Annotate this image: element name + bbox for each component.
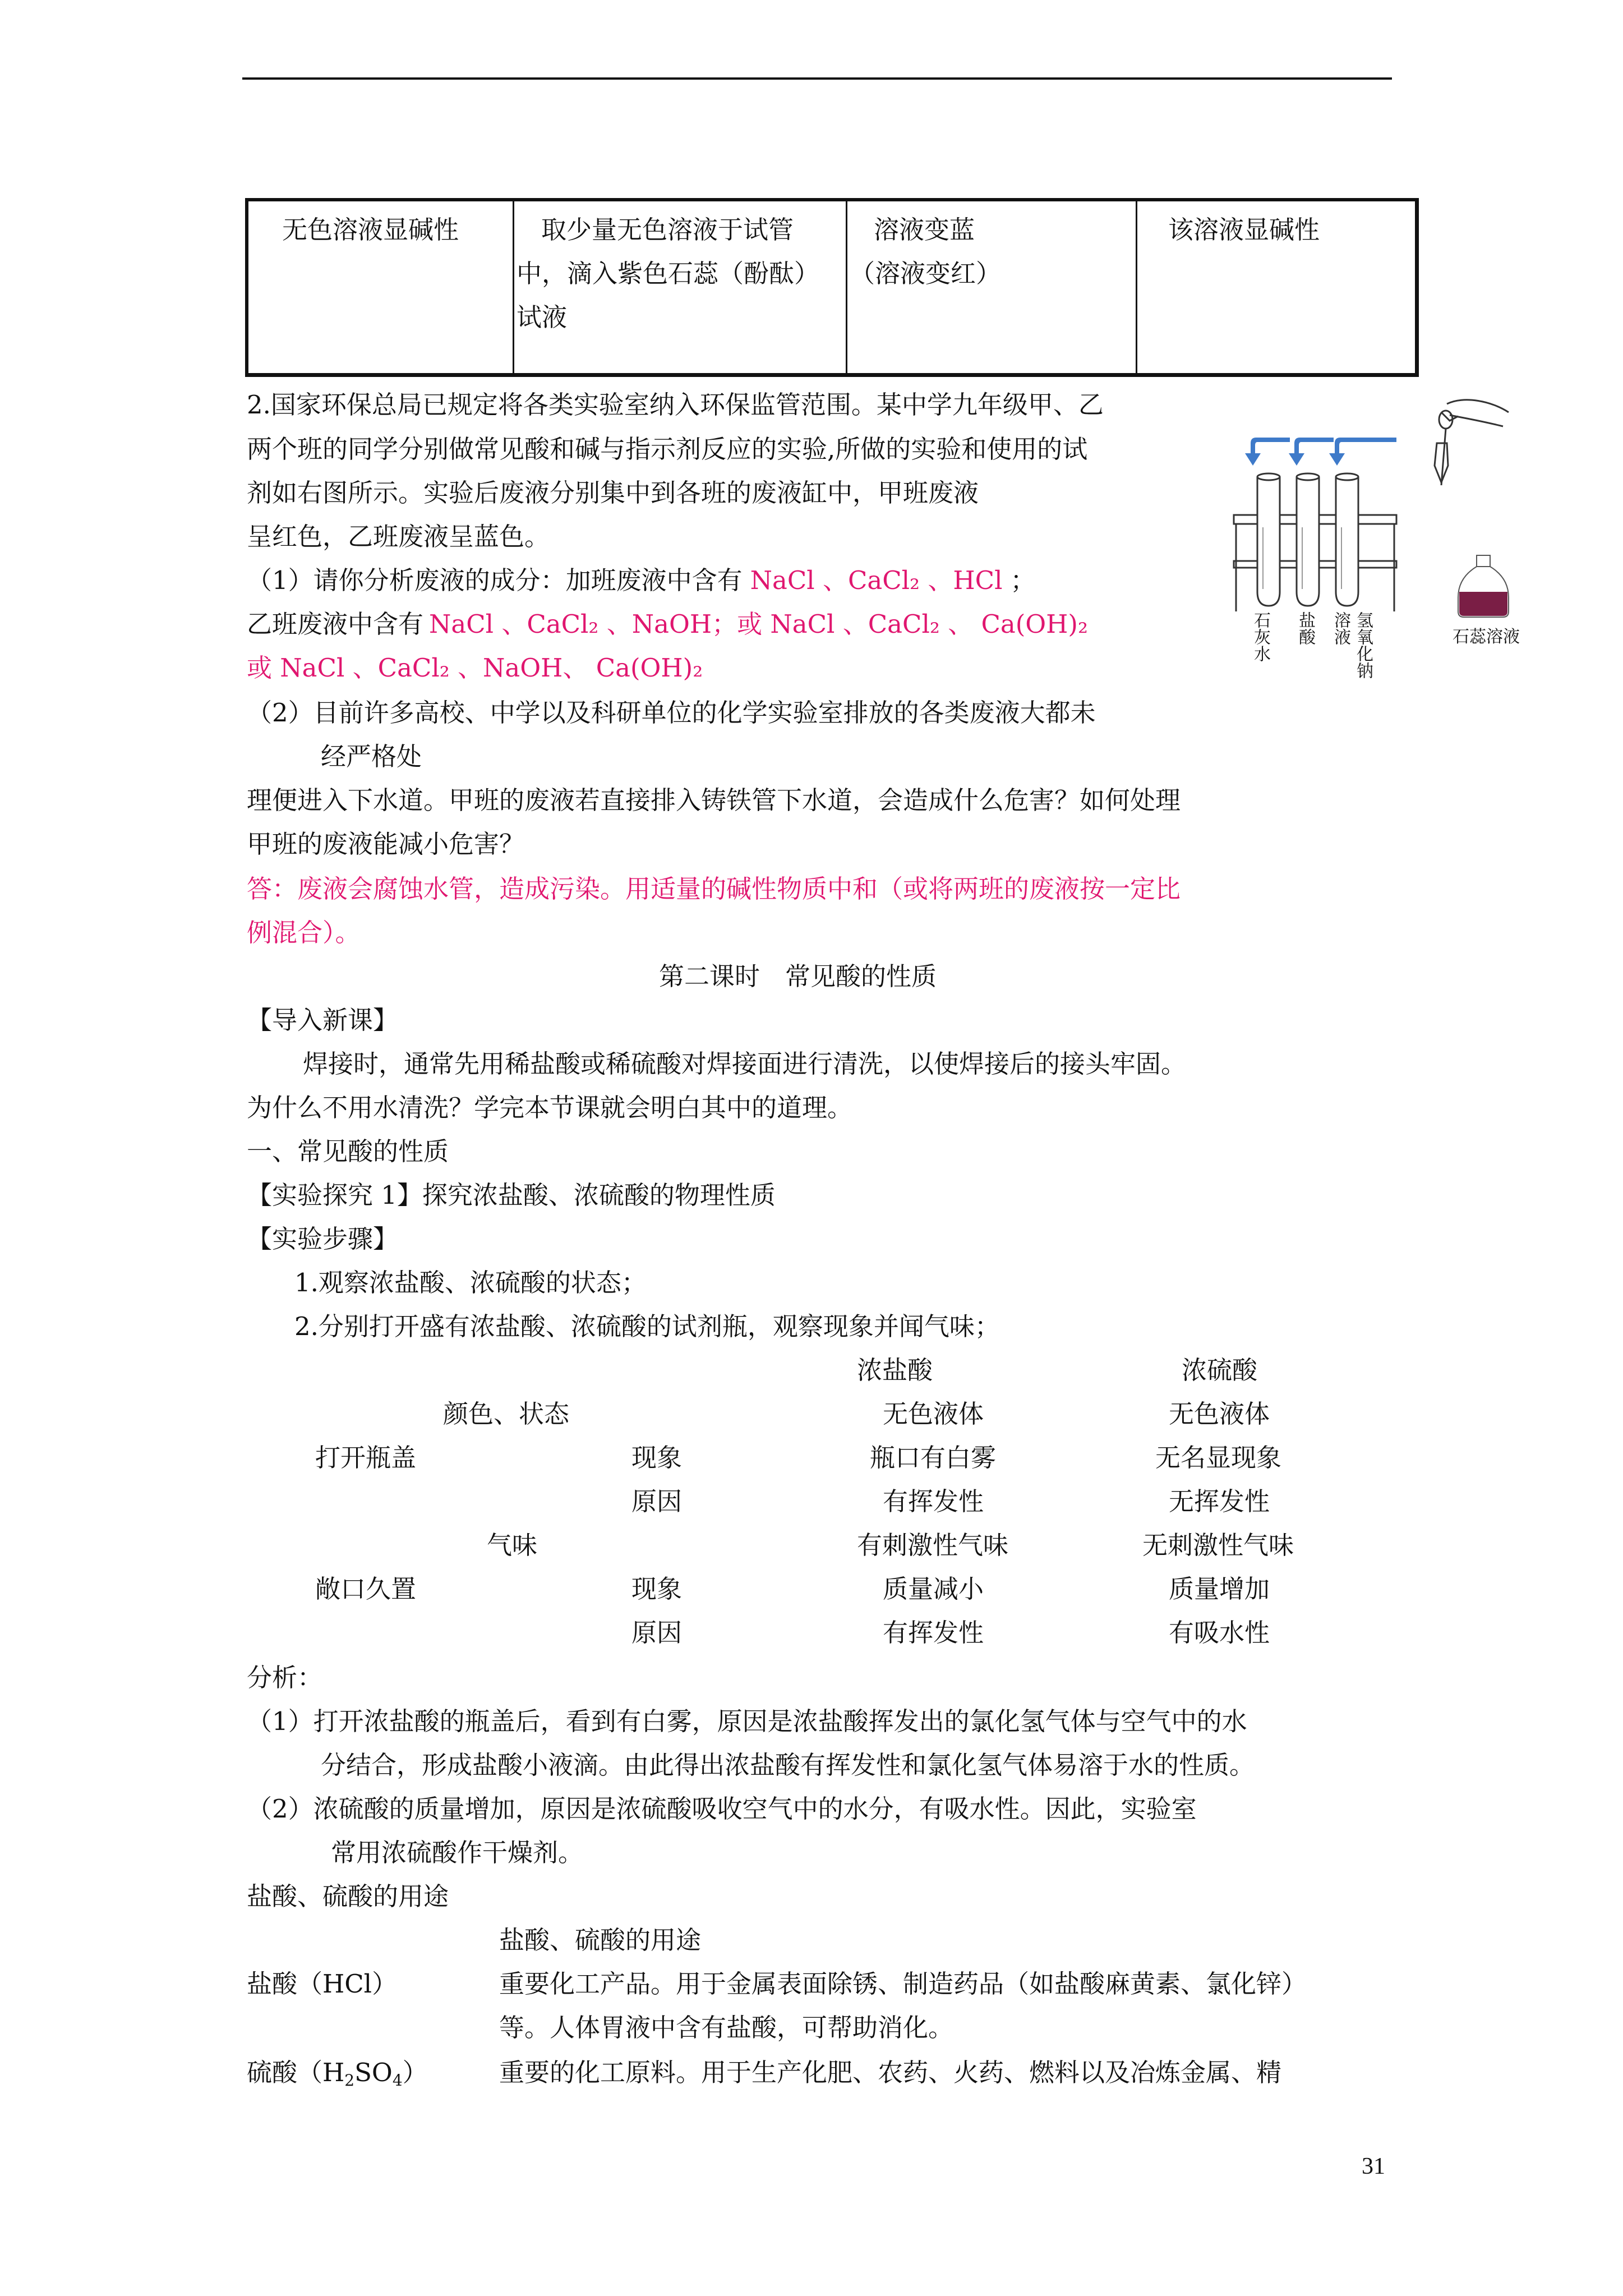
experiment-table: [245, 198, 1419, 377]
grid-cell: 有吸水性: [1169, 1618, 1270, 1648]
section-heading: 【导入新课】: [247, 1005, 399, 1035]
paragraph-line: （2）目前许多高校、中学以及科研单位的化学实验室排放的各类废液大都未: [247, 698, 1096, 728]
grid-cell: 无挥发性: [1169, 1487, 1270, 1516]
paragraph-line: 两个班的同学分别做常见酸和碱与指示剂反应的实验,所做的实验和使用的试: [247, 434, 1088, 464]
formula-subscript: 2: [344, 2071, 355, 2090]
grid-cell: 瓶口有白雾: [870, 1443, 997, 1473]
paragraph-line: 分结合，形成盐酸小液滴。由此得出浓盐酸有挥发性和氯化氢气体易溶于水的性质。: [321, 1750, 1255, 1780]
table-divider: [1136, 201, 1137, 373]
table-cell-step: 中，滴入紫色石蕊（酚酞）: [517, 259, 820, 288]
grid-cell: 质量减小: [883, 1574, 984, 1604]
table-cell-conclusion: 该溶液显碱性: [1168, 215, 1320, 245]
table-cell-conclusion-guess: 无色溶液显碱性: [282, 215, 459, 245]
punctuation: ；: [1010, 565, 1036, 595]
paragraph-line: 2.国家环保总局已规定将各类实验室纳入环保监管范围。某中学九年级甲、乙: [247, 390, 1104, 420]
paragraph-line: 经严格处: [321, 742, 422, 771]
question-text: （1）请你分析废液的成分：加班废液中含有: [247, 565, 743, 595]
row-label: 颜色、状态: [443, 1399, 570, 1429]
bottle-label: 石蕊溶液: [1453, 627, 1520, 647]
grid-cell: 有挥发性: [883, 1487, 984, 1516]
uses-row-label: 盐酸（HCl）: [247, 1969, 398, 1999]
section-heading: 一、常见酸的性质: [247, 1137, 449, 1166]
paragraph-line: 剂如右图所示。实验后废液分别集中到各班的废液缸中，甲班废液: [247, 478, 979, 508]
grid-cell: 有挥发性: [883, 1618, 984, 1648]
paragraph-line: （2）浓硫酸的质量增加，原因是浓硫酸吸收空气中的水分，有吸水性。因此，实验室: [247, 1794, 1197, 1824]
table-cell-step: 试液: [517, 302, 568, 332]
table-cell-phenomenon: 溶液变蓝: [874, 215, 975, 245]
paragraph-line: （1）打开浓盐酸的瓶盖后，看到有白雾，原因是浓盐酸挥发出的氯化氢气体与空气中的水: [247, 1706, 1247, 1736]
answer-text: NaCl 、CaCl₂ 、HCl: [750, 565, 1003, 595]
dropper-hand-icon: [1435, 400, 1509, 485]
experiment-figure: [1228, 387, 1520, 679]
row-sublabel: 现象: [631, 1574, 683, 1604]
header-rule: [242, 77, 1392, 80]
row-sublabel: 现象: [631, 1443, 683, 1473]
table-divider: [513, 201, 514, 373]
indicator-bottle-icon: [1458, 555, 1509, 617]
grid-cell: 无刺激性气味: [1142, 1530, 1294, 1560]
question-text: 乙班废液中含有: [247, 609, 424, 639]
uses-table-title: 盐酸、硫酸的用途: [499, 1925, 702, 1955]
row-sublabel: 原因: [631, 1487, 683, 1516]
paragraph-line: 理便进入下水道。甲班的废液若直接排入铸铁管下水道，会造成什么危害？如何处理: [247, 785, 1181, 815]
test-tube-icon: [1257, 473, 1358, 606]
page-number: 31: [1362, 2154, 1385, 2179]
row-label: 打开瓶盖: [315, 1443, 417, 1473]
section-heading: 盐酸、硫酸的用途: [247, 1881, 449, 1911]
row-label: 气味: [487, 1530, 538, 1560]
grid-cell: 有刺激性气味: [857, 1530, 1009, 1560]
formula-subscript: 4: [392, 2071, 403, 2090]
table-divider: [846, 201, 847, 373]
grid-cell: 无名显现象: [1155, 1443, 1282, 1473]
tube-label: 氢氧化钠: [1353, 611, 1373, 679]
tube-label: 溶液: [1331, 611, 1350, 645]
section-heading: 【实验步骤】: [247, 1224, 399, 1254]
paragraph-line: 呈红色，乙班废液呈蓝色。: [247, 522, 550, 551]
formula-part: 硫酸（H: [247, 2058, 345, 2087]
row-sublabel: 原因: [631, 1618, 683, 1648]
column-header-h2so4: 浓硫酸: [1182, 1355, 1258, 1385]
answer-text: 答：废液会腐蚀水管，造成污染。用适量的碱性物质中和（或将两班的废液按一定比: [247, 874, 1181, 904]
uses-row-text: 重要化工产品。用于金属表面除锈、制造药品（如盐酸麻黄素、氯化锌）: [499, 1969, 1307, 1999]
uses-row-text: 等。人体胃液中含有盐酸，可帮助消化。: [499, 2013, 954, 2042]
grid-cell: 质量增加: [1169, 1574, 1270, 1604]
formula-part: SO: [354, 2058, 393, 2087]
paragraph-line: 焊接时，通常先用稀盐酸或稀硫酸对焊接面进行清洗，以使焊接后的接头牢固。: [303, 1049, 1187, 1079]
answer-text: 例混合）。: [247, 918, 361, 947]
question-1-line: [247, 602, 1088, 646]
table-cell-step: 取少量无色溶液于试管: [541, 215, 794, 245]
table-cell-phenomenon: （溶液变红）: [850, 259, 1002, 288]
tube-label: 盐酸: [1295, 611, 1315, 645]
answer-text: NaCl 、CaCl₂ 、NaOH；或 NaCl 、CaCl₂ 、 Ca(OH)₂: [429, 609, 1089, 639]
tube-label: 石灰水: [1251, 611, 1270, 662]
paragraph-line: 为什么不用水清洗？学完本节课就会明白其中的道理。: [247, 1093, 853, 1122]
answer-text: 或 NaCl 、CaCl₂ 、NaOH、 Ca(OH)₂: [247, 653, 703, 683]
step-line: 2.分别打开盛有浓盐酸、浓硫酸的试剂瓶，观察现象并闻气味；: [294, 1312, 1000, 1341]
section-heading: 【实验探究 1】探究浓盐酸、浓硫酸的物理性质: [247, 1180, 776, 1210]
paragraph-line: 甲班的废液能减小危害？: [247, 829, 525, 859]
formula-part: ）: [402, 2058, 428, 2087]
question-1-line: [247, 559, 1035, 602]
uses-row-label: [247, 2051, 428, 2095]
uses-row-text: 重要的化工原料。用于生产化肥、农药、火药、燃料以及冶炼金属、精: [499, 2058, 1282, 2087]
section-heading: 分析：: [247, 1663, 323, 1692]
step-line: 1.观察浓盐酸、浓硫酸的状态；: [294, 1268, 647, 1297]
paragraph-line: 常用浓硫酸作干燥剂。: [331, 1838, 584, 1867]
grid-cell: 无色液体: [883, 1399, 984, 1429]
grid-cell: 无色液体: [1169, 1399, 1270, 1429]
column-header-hcl: 浓盐酸: [857, 1355, 933, 1385]
section-title: 第二课时 常见酸的性质: [659, 961, 937, 991]
row-label: 敞口久置: [315, 1574, 417, 1604]
drop-arrow-icon: [1245, 438, 1396, 466]
